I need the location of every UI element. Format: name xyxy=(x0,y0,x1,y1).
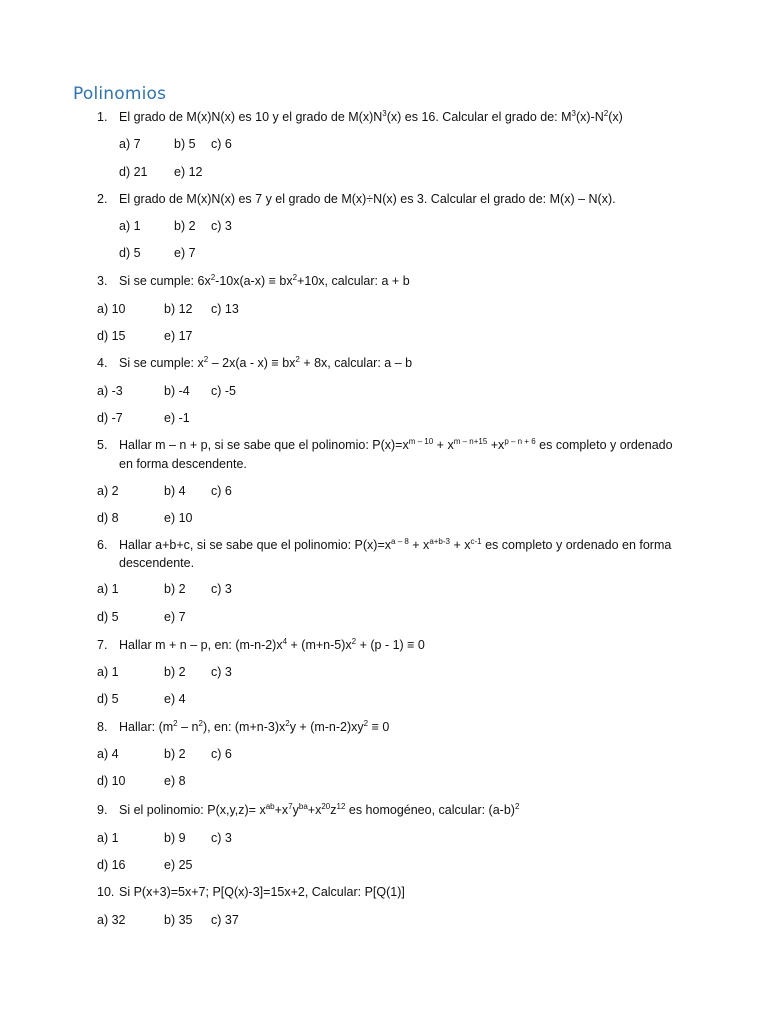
question-number: 4. xyxy=(97,356,108,370)
question-number: 5. xyxy=(97,438,108,452)
option: c) 3 xyxy=(211,665,232,679)
option: a) 4 xyxy=(97,747,119,761)
question-number: 1. xyxy=(97,110,108,124)
option: e) 7 xyxy=(164,610,186,624)
option: e) 7 xyxy=(174,246,196,260)
option: c) 3 xyxy=(211,831,232,845)
option: e) 17 xyxy=(164,329,193,343)
question-text: Hallar: $(m^2 - n^2)$, en: $(m+n-3)x^2y + (m-n-2)xy^2 \equiv 0$ xyxy=(119,719,390,734)
option: b) 2 xyxy=(164,665,186,679)
question-text: Si P(x+3)=5x+7; P[Q(x)-3]=15x+2, Calcular: P[Q(1)] xyxy=(119,885,405,899)
question-text: El grado de M(x)N(x) es 10 y el grado de $M(x)N^3(x)$ es 16. Calcular el grado de: $M^3(x)-N^2(x)$ xyxy=(119,109,623,124)
option: c) 6 xyxy=(211,747,232,761)
option: c) 3 xyxy=(211,219,232,233)
question-text: El grado de M(x)N(x) es 7 y el grado de M(x)÷N(x) es 3. Calcular el grado de: M(x) – N(x). xyxy=(119,192,616,206)
option: e) 10 xyxy=(164,511,193,525)
option: e) 8 xyxy=(164,774,186,788)
option: e) 12 xyxy=(174,165,203,179)
option: a) 32 xyxy=(97,913,126,927)
question-text: Hallar a+b+c, si se sabe que el polinomio: $P(x)=x^{a - 8} + x^{a+b-3} + x^{c-1}$ es completo y ordenado en forma xyxy=(119,537,672,552)
option: d) -7 xyxy=(97,411,123,425)
option: b) 12 xyxy=(164,302,193,316)
option: b) 5 xyxy=(174,137,196,151)
option: a) 2 xyxy=(97,484,119,498)
option: a) 10 xyxy=(97,302,126,316)
option: d) 21 xyxy=(119,165,148,179)
option: a) 1 xyxy=(119,219,141,233)
question-text: Si se cumple: $6x^2-10x(a-x) \equiv bx^2+10x$, calcular: a + b xyxy=(119,273,410,288)
option: e) 4 xyxy=(164,692,186,706)
option: d) 5 xyxy=(97,692,119,706)
question-text: Si el polinomio: $P(x,y,z)= x^{ab}+x^7y^{ba}+x^{20}z^{12}$ es homogéneo, calcular: $(a-b)^2$ xyxy=(119,802,520,817)
question-text: Si se cumple: $x^2 - 2x(a - x) \equiv bx^2 + 8x$, calcular: a – b xyxy=(119,355,413,370)
option: b) -4 xyxy=(164,384,190,398)
option: b) 4 xyxy=(164,484,186,498)
option: c) 37 xyxy=(211,913,239,927)
option: b) 9 xyxy=(164,831,186,845)
option: c) 13 xyxy=(211,302,239,316)
question-text: en forma descendente. xyxy=(119,457,247,471)
option: c) 3 xyxy=(211,582,232,596)
option: d) 10 xyxy=(97,774,126,788)
question-number: 8. xyxy=(97,720,108,734)
option: a) 1 xyxy=(97,831,119,845)
option: b) 35 xyxy=(164,913,193,927)
question-text: Hallar m – n + p, si se sabe que el polinomio: $P(x)=x^{m - 10} + x^{m - n+15} +x^{p - n + 6}$ es completo y ordenado xyxy=(119,437,673,452)
option: c) 6 xyxy=(211,484,232,498)
option: e) 25 xyxy=(164,858,193,872)
option: d) 5 xyxy=(119,246,141,260)
option: d) 15 xyxy=(97,329,126,343)
option: a) 7 xyxy=(119,137,141,151)
option: a) -3 xyxy=(97,384,123,398)
option: d) 16 xyxy=(97,858,126,872)
question-number: 9. xyxy=(97,803,108,817)
option: a) 1 xyxy=(97,665,119,679)
question-number: 7. xyxy=(97,638,108,652)
option: b) 2 xyxy=(164,747,186,761)
option: d) 5 xyxy=(97,610,119,624)
question-text: Hallar m + n – p, en: $(m-n-2)x^4 + (m+n-5)x^2 + (p - 1) \equiv 0$ xyxy=(119,637,425,652)
option: b) 2 xyxy=(164,582,186,596)
option: e) -1 xyxy=(164,411,190,425)
option: d) 8 xyxy=(97,511,119,525)
option: c) -5 xyxy=(211,384,236,398)
question-number: 2. xyxy=(97,192,108,206)
question-number: 3. xyxy=(97,274,108,288)
question-number: 10. xyxy=(97,885,115,899)
option: c) 6 xyxy=(211,137,232,151)
option: a) 1 xyxy=(97,582,119,596)
option: b) 2 xyxy=(174,219,196,233)
page-title: Polinomios xyxy=(73,84,167,104)
question-number: 6. xyxy=(97,538,108,552)
question-text: descendente. xyxy=(119,556,195,570)
